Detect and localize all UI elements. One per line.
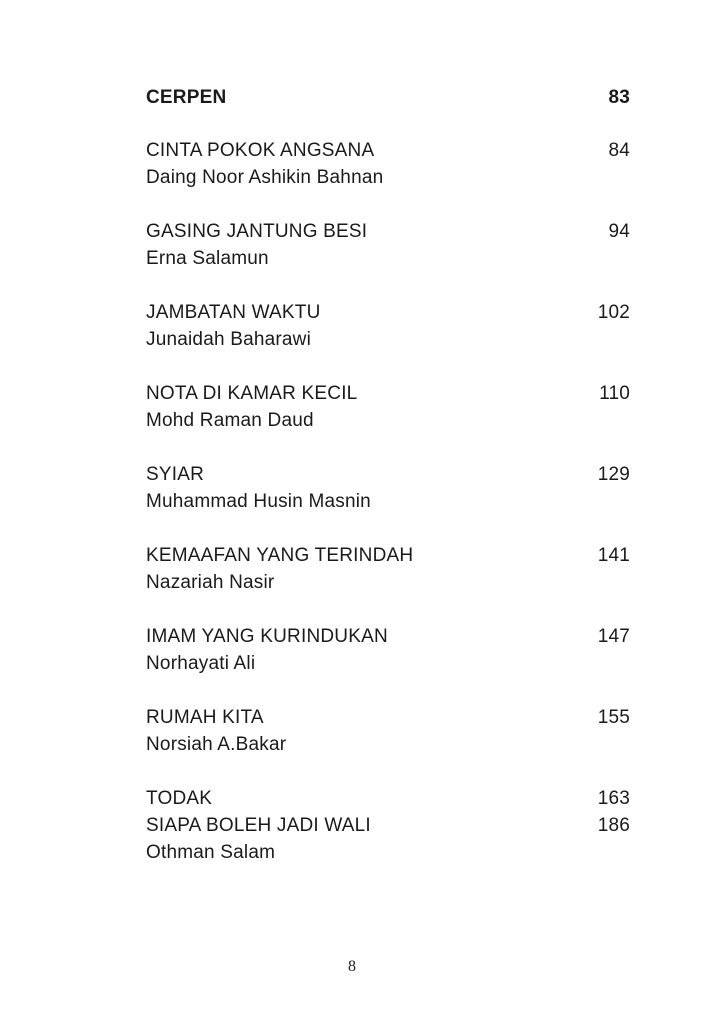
section-page-number: 83 <box>608 87 630 108</box>
story-author: Mohd Raman Daud <box>146 410 314 431</box>
story-page-number: 147 <box>597 626 630 647</box>
story-title: KEMAAFAN YANG TERINDAH <box>146 545 414 566</box>
toc-title-row <box>146 299 630 326</box>
story-page-number: 186 <box>597 815 630 836</box>
table-of-contents <box>146 84 630 893</box>
story-title: SYIAR <box>146 464 205 485</box>
toc-title-row <box>146 218 630 245</box>
story-page-number: 94 <box>608 221 630 242</box>
story-author: Norsiah A.Bakar <box>146 734 287 755</box>
toc-title-row <box>146 461 630 488</box>
story-author: Othman Salam <box>146 842 276 863</box>
story-author: Muhammad Husin Masnin <box>146 491 371 512</box>
story-title: NOTA DI KAMAR KECIL <box>146 383 358 404</box>
toc-entry <box>146 218 630 272</box>
story-title: TODAK <box>146 788 213 809</box>
toc-entry <box>146 785 630 866</box>
toc-title-row <box>146 137 630 164</box>
toc-title-row <box>146 785 630 812</box>
story-page-number: 110 <box>599 383 630 404</box>
story-author: Nazariah Nasir <box>146 572 275 593</box>
toc-title-row <box>146 380 630 407</box>
story-author: Erna Salamun <box>146 248 269 269</box>
toc-entry <box>146 542 630 596</box>
story-page-number: 155 <box>597 707 630 728</box>
toc-title-row <box>146 812 630 839</box>
story-page-number: 141 <box>597 545 630 566</box>
story-title: SIAPA BOLEH JADI WALI <box>146 815 371 836</box>
toc-title-row <box>146 704 630 731</box>
story-page-number: 163 <box>597 788 630 809</box>
page-number: 8 <box>348 958 356 975</box>
section-title: CERPEN <box>146 87 227 108</box>
toc-title-row <box>146 623 630 650</box>
story-page-number: 102 <box>597 302 630 323</box>
story-title: CINTA POKOK ANGSANA <box>146 140 375 161</box>
story-page-number: 129 <box>597 464 630 485</box>
story-author: Junaidah Baharawi <box>146 329 312 350</box>
toc-entry <box>146 461 630 515</box>
section-heading-row <box>146 84 630 111</box>
toc-entry <box>146 704 630 758</box>
toc-entry <box>146 623 630 677</box>
toc-entry <box>146 299 630 353</box>
toc-entry <box>146 137 630 191</box>
toc-title-row <box>146 542 630 569</box>
story-title: IMAM YANG KURINDUKAN <box>146 626 388 647</box>
story-title: GASING JANTUNG BESI <box>146 221 368 242</box>
story-title: RUMAH KITA <box>146 707 264 728</box>
story-author: Norhayati Ali <box>146 653 256 674</box>
story-page-number: 84 <box>608 140 630 161</box>
story-title: JAMBATAN WAKTU <box>146 302 321 323</box>
story-author: Daing Noor Ashikin Bahnan <box>146 167 384 188</box>
toc-entry <box>146 380 630 434</box>
